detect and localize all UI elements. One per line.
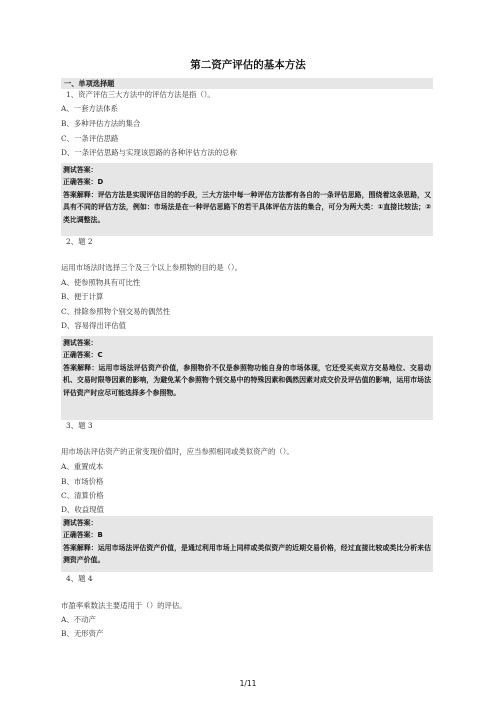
q2-option-c: C、排除参照物个别交易的偶然性 — [61, 307, 171, 316]
q1-option-c: C、一条评估思路 — [61, 134, 119, 143]
page-title: 第二资产评估的基本方法 — [190, 59, 306, 71]
question-4-stem: 市盈率乘数法主要适用于（）的评估。 — [61, 601, 187, 610]
q4-option-b: B、无形资产 — [61, 629, 104, 638]
question-4-number: 4、题 4 — [66, 574, 93, 583]
q2-option-d: D、容易得出评估值 — [61, 321, 127, 330]
q2-test-label: 测试答案： — [63, 339, 98, 347]
q3-test-label: 测试答案： — [63, 519, 98, 527]
question-1-text: 1、资产评估三大方法中的评估方法是指（）。 — [66, 90, 215, 99]
q1-option-b: B、多种评估方法的集合 — [61, 119, 141, 128]
q1-correct-answer: 正确答案：D — [63, 178, 104, 187]
q3-option-d: D、收益现值 — [61, 505, 104, 514]
q2-explanation: 答案解释：运用市场法评估资产价值，参照物价不仅是参照物功能自身的市场体现，它还受买卖双方交易地位、交易动机、交易时限等因素的影响，为避免某个参照物个别交易中的特殊因素和偶然因素对成交价及评估值的影响，运用市场法评估资产时应尽可能选择多个参照物。 — [63, 363, 431, 397]
section-heading: 一、单项选择题 — [61, 78, 433, 89]
question-3-number: 3、题 3 — [66, 421, 93, 430]
q3-option-c: C、清算价格 — [61, 491, 104, 500]
q2-answer-box — [61, 336, 433, 420]
q3-option-a: A、重置成本 — [61, 462, 104, 471]
q1-explanation: 答案解释：评估方法是实现评估目的的手段，三大方法中每一种评估方法都有各自的一条评估思路，围绕着这条思路，又具有不同的评估方法，例如：市场法是在一种评估思路下的若干具体评估方法的集合，可分为两大类：①直接比较法；②类比调整法。 — [63, 190, 431, 224]
question-3-stem: 用市场法评估资产的正常变现价值时，应当参照相同或类似资产的（）。 — [61, 447, 294, 456]
q3-answer-box — [61, 516, 433, 572]
q3-correct-answer: 正确答案：B — [63, 531, 103, 540]
question-2-stem: 运用市场法时选择三个及三个以上参照物的目的是（）。 — [61, 263, 243, 272]
q2-correct-answer: 正确答案：C — [63, 351, 103, 360]
q3-option-b: B、市场价格 — [61, 477, 104, 486]
q3-explanation: 答案解释：运用市场法评估资产价值，是通过利用市场上同样或类似资产的近期交易价格，经过直接比较或类比分析来估测资产价值。 — [63, 543, 431, 565]
q2-option-b: B、便于计算 — [61, 292, 104, 301]
q2-option-a: A、使参照物具有可比性 — [61, 278, 141, 287]
question-2-number: 2、题 2 — [66, 237, 93, 246]
q1-answer-box — [61, 163, 433, 236]
q1-option-d: D、一条评估思路与实现该思路的各种评估方法的总称 — [61, 148, 237, 157]
q1-option-a: A、一套方法体系 — [61, 104, 119, 113]
q1-test-label: 测试答案： — [63, 166, 98, 174]
q4-option-a: A、不动产 — [61, 615, 96, 624]
page-number: 1/11 — [239, 679, 257, 688]
